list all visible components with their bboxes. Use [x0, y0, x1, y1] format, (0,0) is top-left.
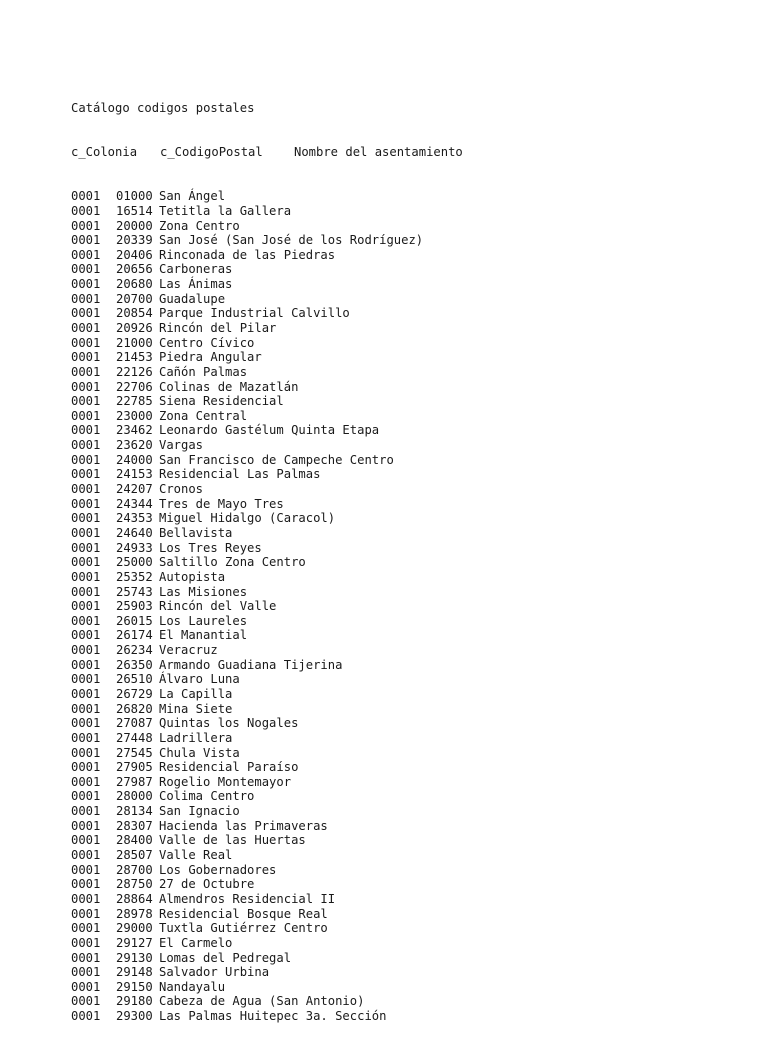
- cell-codigo-postal: 28134: [116, 804, 153, 819]
- cell-codigo-postal: 20854: [116, 306, 153, 321]
- cell-colonia: 0001: [71, 833, 101, 848]
- cell-codigo-postal: 25743: [116, 584, 153, 599]
- cell-colonia: 0001: [71, 994, 101, 1009]
- cell-colonia: 0001: [71, 496, 101, 511]
- cell-nombre-asentamiento: San José (San José de los Rodríguez): [159, 233, 424, 248]
- cell-nombre-asentamiento: Vargas: [159, 438, 204, 453]
- cell-colonia: 0001: [71, 848, 101, 863]
- table-row: [71, 526, 463, 541]
- cell-codigo-postal: 01000: [116, 189, 153, 204]
- cell-colonia: 0001: [71, 862, 101, 877]
- table-row: [71, 467, 463, 482]
- table-row: [71, 658, 463, 673]
- cell-colonia: 0001: [71, 569, 101, 584]
- cell-colonia: 0001: [71, 233, 101, 248]
- cell-codigo-postal: 27545: [116, 745, 153, 760]
- cell-colonia: 0001: [71, 760, 101, 775]
- cell-codigo-postal: 24000: [116, 452, 153, 467]
- cell-codigo-postal: 20700: [116, 291, 153, 306]
- cell-colonia: 0001: [71, 467, 101, 482]
- cell-codigo-postal: 28000: [116, 789, 153, 804]
- cell-colonia: 0001: [71, 818, 101, 833]
- cell-codigo-postal: 21000: [116, 335, 153, 350]
- cell-colonia: 0001: [71, 1009, 101, 1024]
- cell-colonia: 0001: [71, 965, 101, 980]
- cell-nombre-asentamiento: Piedra Angular: [159, 350, 262, 365]
- table-row: [71, 394, 463, 409]
- cell-codigo-postal: 24353: [116, 511, 153, 526]
- cell-nombre-asentamiento: Rogelio Montemayor: [159, 774, 292, 789]
- cell-codigo-postal: 24640: [116, 525, 153, 540]
- header-nombre: Nombre del asentamiento: [294, 145, 463, 160]
- cell-colonia: 0001: [71, 701, 101, 716]
- cell-nombre-asentamiento: Álvaro Luna: [159, 672, 240, 687]
- cell-nombre-asentamiento: Las Ánimas: [159, 277, 233, 292]
- cell-nombre-asentamiento: Cronos: [159, 482, 204, 497]
- cell-nombre-asentamiento: Veracruz: [159, 643, 218, 658]
- cell-codigo-postal: 24207: [116, 482, 153, 497]
- table-row: [71, 423, 463, 438]
- cell-codigo-postal: 28307: [116, 818, 153, 833]
- cell-colonia: 0001: [71, 306, 101, 321]
- table-row: [71, 643, 463, 658]
- table-row: [71, 292, 463, 307]
- table-row: [71, 277, 463, 292]
- cell-nombre-asentamiento: San Ignacio: [159, 804, 240, 819]
- cell-colonia: 0001: [71, 452, 101, 467]
- cell-codigo-postal: 29148: [116, 965, 153, 980]
- cell-colonia: 0001: [71, 730, 101, 745]
- cell-nombre-asentamiento: Los Gobernadores: [159, 862, 277, 877]
- cell-nombre-asentamiento: Las Misiones: [159, 584, 248, 599]
- cell-colonia: 0001: [71, 423, 101, 438]
- cell-nombre-asentamiento: Zona Centro: [159, 218, 240, 233]
- table-row: [71, 541, 463, 556]
- cell-nombre-asentamiento: Hacienda las Primaveras: [159, 818, 328, 833]
- cell-nombre-asentamiento: San Francisco de Campeche Centro: [159, 452, 394, 467]
- cell-colonia: 0001: [71, 672, 101, 687]
- cell-codigo-postal: 26729: [116, 687, 153, 701]
- table-row: [71, 321, 463, 336]
- table-row: [71, 262, 463, 277]
- cell-colonia: 0001: [71, 979, 101, 994]
- cell-colonia: 0001: [71, 877, 101, 892]
- table-row: [71, 833, 463, 848]
- cell-codigo-postal: 29180: [116, 994, 153, 1009]
- header-codigo-postal: c_CodigoPostal: [160, 145, 263, 160]
- cell-nombre-asentamiento: La Capilla: [159, 687, 233, 701]
- table-row: [71, 380, 463, 395]
- cell-colonia: 0001: [71, 657, 101, 672]
- cell-colonia: 0001: [71, 555, 101, 570]
- cell-codigo-postal: 20680: [116, 277, 153, 292]
- cell-colonia: 0001: [71, 804, 101, 819]
- cell-nombre-asentamiento: Colinas de Mazatlán: [159, 379, 299, 394]
- cell-codigo-postal: 24153: [116, 467, 153, 482]
- table-row: [71, 687, 463, 702]
- table-row: [71, 453, 463, 468]
- cell-codigo-postal: 26015: [116, 613, 153, 628]
- table-row: [71, 306, 463, 321]
- cell-codigo-postal: 25000: [116, 555, 153, 570]
- table-row: [71, 965, 463, 980]
- cell-nombre-asentamiento: Colima Centro: [159, 789, 255, 804]
- cell-codigo-postal: 23462: [116, 423, 153, 438]
- cell-colonia: 0001: [71, 950, 101, 965]
- cell-nombre-asentamiento: Rincón del Valle: [159, 599, 277, 614]
- cell-codigo-postal: 20000: [116, 218, 153, 233]
- cell-colonia: 0001: [71, 906, 101, 921]
- cell-colonia: 0001: [71, 408, 101, 423]
- table-row: [71, 892, 463, 907]
- cell-colonia: 0001: [71, 262, 101, 277]
- cell-nombre-asentamiento: Tres de Mayo Tres: [159, 496, 284, 511]
- cell-colonia: 0001: [71, 935, 101, 950]
- cell-nombre-asentamiento: El Carmelo: [159, 935, 233, 950]
- cell-nombre-asentamiento: Lomas del Pedregal: [159, 950, 292, 965]
- cell-codigo-postal: 29130: [116, 950, 153, 965]
- cell-colonia: 0001: [71, 277, 101, 292]
- cell-nombre-asentamiento: Residencial Paraíso: [159, 760, 299, 775]
- cell-codigo-postal: 29127: [116, 935, 153, 950]
- cell-colonia: 0001: [71, 789, 101, 804]
- table-row: [71, 599, 463, 614]
- cell-nombre-asentamiento: Quintas los Nogales: [159, 716, 299, 731]
- table-row: [71, 614, 463, 629]
- cell-codigo-postal: 28507: [116, 848, 153, 863]
- table-row: [71, 907, 463, 922]
- table-row: [71, 921, 463, 936]
- cell-codigo-postal: 26350: [116, 657, 153, 672]
- table-row: [71, 819, 463, 834]
- table-row: [71, 350, 463, 365]
- cell-nombre-asentamiento: Cabeza de Agua (San Antonio): [159, 994, 365, 1009]
- cell-nombre-asentamiento: Chula Vista: [159, 745, 240, 760]
- cell-codigo-postal: 20339: [116, 233, 153, 248]
- table-row: [71, 204, 463, 219]
- header-colonia: c_Colonia: [71, 145, 138, 160]
- cell-nombre-asentamiento: Valle Real: [159, 848, 233, 863]
- cell-codigo-postal: 26820: [116, 701, 153, 716]
- table-row: [71, 555, 463, 570]
- table-row: [71, 570, 463, 585]
- cell-colonia: 0001: [71, 364, 101, 379]
- cell-codigo-postal: 20406: [116, 247, 153, 262]
- table-row: [71, 951, 463, 966]
- cell-codigo-postal: 22126: [116, 364, 153, 379]
- cell-nombre-asentamiento: Carboneras: [159, 262, 233, 277]
- cell-codigo-postal: 22785: [116, 394, 153, 409]
- cell-nombre-asentamiento: Rinconada de las Piedras: [159, 247, 336, 262]
- cell-codigo-postal: 29000: [116, 921, 153, 936]
- table-row: [71, 760, 463, 775]
- table-row: [71, 716, 463, 731]
- cell-colonia: 0001: [71, 921, 101, 936]
- cell-codigo-postal: 16514: [116, 203, 153, 218]
- cell-nombre-asentamiento: Almendros Residencial II: [159, 891, 336, 906]
- cell-codigo-postal: 29300: [116, 1009, 153, 1024]
- cell-nombre-asentamiento: Rincón del Pilar: [159, 320, 277, 335]
- table-row: [71, 628, 463, 643]
- cell-codigo-postal: 23620: [116, 438, 153, 453]
- cell-colonia: 0001: [71, 745, 101, 760]
- cell-colonia: 0001: [71, 716, 101, 731]
- cell-colonia: 0001: [71, 247, 101, 262]
- cell-codigo-postal: 26510: [116, 672, 153, 687]
- cell-codigo-postal: 20656: [116, 262, 153, 277]
- cell-colonia: 0001: [71, 687, 101, 701]
- cell-nombre-asentamiento: Siena Residencial: [159, 394, 284, 409]
- cell-nombre-asentamiento: Valle de las Huertas: [159, 833, 306, 848]
- cell-colonia: 0001: [71, 540, 101, 555]
- cell-colonia: 0001: [71, 189, 101, 204]
- table-row: [71, 994, 463, 1009]
- cell-colonia: 0001: [71, 599, 101, 614]
- cell-nombre-asentamiento: Autopista: [159, 569, 226, 584]
- table-row: [71, 775, 463, 790]
- cell-colonia: 0001: [71, 891, 101, 906]
- table-row: [71, 233, 463, 248]
- cell-nombre-asentamiento: Ladrillera: [159, 730, 233, 745]
- cell-colonia: 0001: [71, 335, 101, 350]
- cell-codigo-postal: 27905: [116, 760, 153, 775]
- cell-nombre-asentamiento: Residencial Bosque Real: [159, 906, 328, 921]
- table-row: [71, 877, 463, 892]
- cell-nombre-asentamiento: Guadalupe: [159, 291, 226, 306]
- cell-colonia: 0001: [71, 643, 101, 658]
- cell-codigo-postal: 20926: [116, 320, 153, 335]
- table-row: [71, 482, 463, 497]
- cell-codigo-postal: 28400: [116, 833, 153, 848]
- cell-nombre-asentamiento: Cañón Palmas: [159, 364, 248, 379]
- cell-codigo-postal: 29150: [116, 979, 153, 994]
- postal-code-catalog: [71, 72, 463, 1053]
- cell-colonia: 0001: [71, 774, 101, 789]
- table-row: [71, 189, 463, 204]
- cell-colonia: 0001: [71, 203, 101, 218]
- cell-codigo-postal: 26234: [116, 643, 153, 658]
- catalog-rows: [71, 189, 463, 1024]
- table-row: [71, 1009, 463, 1024]
- cell-nombre-asentamiento: Los Laureles: [159, 613, 248, 628]
- table-row: [71, 702, 463, 717]
- table-row: [71, 863, 463, 878]
- cell-nombre-asentamiento: Parque Industrial Calvillo: [159, 306, 350, 321]
- cell-colonia: 0001: [71, 482, 101, 497]
- cell-nombre-asentamiento: Residencial Las Palmas: [159, 467, 321, 482]
- cell-codigo-postal: 25903: [116, 599, 153, 614]
- cell-colonia: 0001: [71, 584, 101, 599]
- table-row: [71, 336, 463, 351]
- table-row: [71, 248, 463, 263]
- cell-codigo-postal: 23000: [116, 408, 153, 423]
- cell-codigo-postal: 27448: [116, 730, 153, 745]
- cell-codigo-postal: 27087: [116, 716, 153, 731]
- table-row: [71, 219, 463, 234]
- cell-nombre-asentamiento: Los Tres Reyes: [159, 540, 262, 555]
- cell-nombre-asentamiento: Tetitla la Gallera: [159, 203, 292, 218]
- cell-nombre-asentamiento: Bellavista: [159, 525, 233, 540]
- cell-codigo-postal: 28978: [116, 906, 153, 921]
- cell-nombre-asentamiento: Saltillo Zona Centro: [159, 555, 306, 570]
- table-row: [71, 672, 463, 687]
- cell-nombre-asentamiento: Centro Cívico: [159, 335, 255, 350]
- cell-codigo-postal: 26174: [116, 628, 153, 643]
- column-header-row: [71, 145, 463, 160]
- cell-colonia: 0001: [71, 350, 101, 365]
- table-row: [71, 409, 463, 424]
- cell-codigo-postal: 27987: [116, 774, 153, 789]
- cell-nombre-asentamiento: Nandayalu: [159, 979, 226, 994]
- cell-codigo-postal: 22706: [116, 379, 153, 394]
- cell-codigo-postal: 24344: [116, 496, 153, 511]
- table-row: [71, 789, 463, 804]
- cell-codigo-postal: 28750: [116, 877, 153, 892]
- cell-nombre-asentamiento: Zona Central: [159, 408, 248, 423]
- cell-codigo-postal: 21453: [116, 350, 153, 365]
- cell-nombre-asentamiento: Mina Siete: [159, 701, 233, 716]
- cell-colonia: 0001: [71, 394, 101, 409]
- table-row: [71, 365, 463, 380]
- cell-nombre-asentamiento: Las Palmas Huitepec 3a. Sección: [159, 1009, 387, 1024]
- cell-colonia: 0001: [71, 628, 101, 643]
- table-row: [71, 848, 463, 863]
- table-row: [71, 497, 463, 512]
- table-row: [71, 746, 463, 761]
- table-row: [71, 980, 463, 995]
- table-row: [71, 804, 463, 819]
- cell-colonia: 0001: [71, 291, 101, 306]
- cell-colonia: 0001: [71, 511, 101, 526]
- table-row: [71, 731, 463, 746]
- table-row: [71, 438, 463, 453]
- cell-codigo-postal: 28864: [116, 891, 153, 906]
- cell-nombre-asentamiento: San Ángel: [159, 189, 226, 204]
- cell-nombre-asentamiento: Miguel Hidalgo (Caracol): [159, 511, 336, 526]
- cell-colonia: 0001: [71, 218, 101, 233]
- cell-colonia: 0001: [71, 613, 101, 628]
- cell-colonia: 0001: [71, 438, 101, 453]
- cell-nombre-asentamiento: Salvador Urbina: [159, 965, 270, 980]
- cell-nombre-asentamiento: Armando Guadiana Tijerina: [159, 657, 343, 672]
- cell-nombre-asentamiento: 27 de Octubre: [159, 877, 255, 892]
- document-title: Catálogo codigos postales: [71, 101, 255, 116]
- cell-codigo-postal: 28700: [116, 862, 153, 877]
- table-row: [71, 585, 463, 600]
- cell-nombre-asentamiento: El Manantial: [159, 628, 248, 643]
- cell-colonia: 0001: [71, 525, 101, 540]
- cell-colonia: 0001: [71, 320, 101, 335]
- cell-codigo-postal: 24933: [116, 540, 153, 555]
- cell-nombre-asentamiento: Leonardo Gastélum Quinta Etapa: [159, 423, 380, 438]
- cell-nombre-asentamiento: Tuxtla Gutiérrez Centro: [159, 921, 328, 936]
- cell-codigo-postal: 25352: [116, 569, 153, 584]
- cell-colonia: 0001: [71, 379, 101, 394]
- table-row: [71, 511, 463, 526]
- table-row: [71, 936, 463, 951]
